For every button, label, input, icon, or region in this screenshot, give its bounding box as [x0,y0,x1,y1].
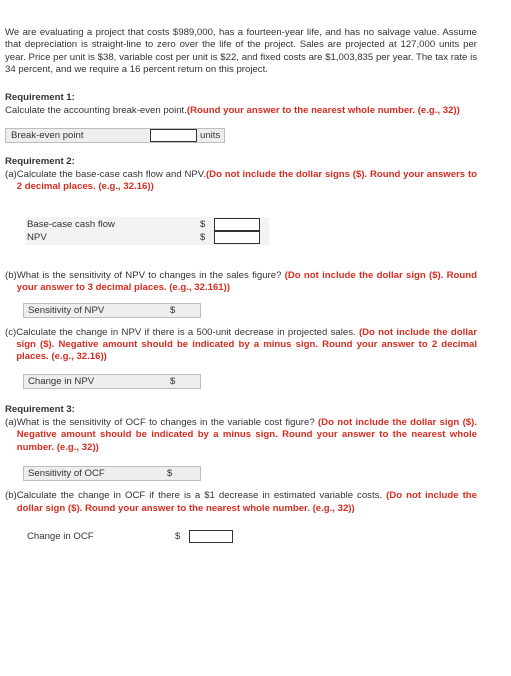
requirement-2b-label: (b) [5,269,17,281]
requirement-3a-note: (Do not include the dollar sign ($). Negative amount should be indicated by a minus sign. Round your answer to the nearest whole number. (e.g., 32)) [16,416,477,453]
change-npv-label: Change in NPV [28,375,95,387]
dollar-sign: $ [200,231,206,243]
break-even-row [5,128,225,143]
requirement-2c-note: (Do not include the dollar sign ($). Negative amount should be indicated by a minus sign. Round your answer to 2 decimal places. (e.g., 32.16)) [16,326,477,363]
sensitivity-npv-row [23,303,201,318]
requirement-2a [5,169,477,194]
requirement-2b-text: What is the sensitivity of NPV to changes in the sales figure? [16,269,285,281]
sensitivity-ocf-row [23,466,477,481]
requirement-2a-note: (Do not include the dollar signs ($). Round your answers to 2 decimal places. (e.g., 32.16)) [16,169,477,193]
break-even-input[interactable] [150,129,197,142]
requirement-3-title: Requirement 3: [5,403,75,415]
requirement-3a-text: What is the sensitivity of OCF to changes in the variable cost figure? [16,416,318,428]
base-case-table [25,217,269,245]
change-ocf-label: Change in OCF [27,530,94,542]
table-row [25,218,269,231]
requirement-3a-label: (a) [5,416,17,428]
requirement-2c-text: Calculate the change in NPV if there is a 500-unit decrease in projected sales. [16,326,359,338]
requirement-1-text [5,105,477,117]
change-npv-row [23,374,201,389]
dollar-sign: $ [167,468,173,480]
change-ocf-row [23,529,477,544]
problem-content [5,27,477,544]
requirement-1-note: (Round your answer to the nearest whole number. (e.g., 32)) [186,104,460,116]
table-row [25,231,269,244]
npv-label: NPV [27,231,47,243]
requirement-2-title: Requirement 2: [5,156,75,168]
requirement-3b-note: (Do not include the dollar sign ($). Round your answer to the nearest whole number. (e.g., 32)) [16,490,477,514]
problem-statement: We are evaluating a project that costs $989,000, has a fourteen-year life, and has no salvage value. Assume that depreciation is straight-line to zero over the life of the project. Sales are projected at 127,000 units per year. Price per unit is $38, variable cost per unit is $22, and fixed costs are $1,003,835 per year. The tax rate is 34 percent, and we require a 16 percent return on this project. [5,27,477,76]
requirement-2b-note: (Do not include the dollar sign ($). Round your answer to 3 decimal places. (e.g., 32.161)) [16,269,477,294]
change-ocf-input[interactable] [189,530,233,543]
dollar-sign: $ [170,375,176,387]
base-case-cash-flow-input[interactable] [214,218,260,231]
npv-input[interactable] [214,231,260,244]
sensitivity-ocf-box [23,466,201,481]
requirement-2a-text: Calculate the base-case cash flow and NPV. [16,169,206,181]
requirement-2c-label: (c) [5,326,17,338]
requirement-3b-text: Calculate the change in OCF if there is a $1 decrease in estimated variable costs. [16,490,387,502]
requirement-2a-label: (a) [5,169,17,181]
break-even-unit: units [200,130,221,142]
dollar-sign: $ [200,218,206,230]
dollar-sign: $ [170,304,176,316]
requirement-3b [5,490,477,515]
sensitivity-ocf-label: Sensitivity of OCF [28,468,105,480]
requirement-3a [5,417,477,454]
requirement-1-title: Requirement 1: [5,91,75,103]
requirement-2c [5,327,477,364]
sensitivity-npv-label: Sensitivity of NPV [28,304,105,316]
requirement-3b-label: (b) [5,490,17,502]
break-even-label: Break-even point [11,130,84,142]
requirement-1-instruction: Calculate the accounting break-even point. [5,104,187,116]
base-case-cash-flow-label: Base-case cash flow [27,218,115,230]
requirement-2b [5,270,477,295]
dollar-sign: $ [175,530,181,542]
